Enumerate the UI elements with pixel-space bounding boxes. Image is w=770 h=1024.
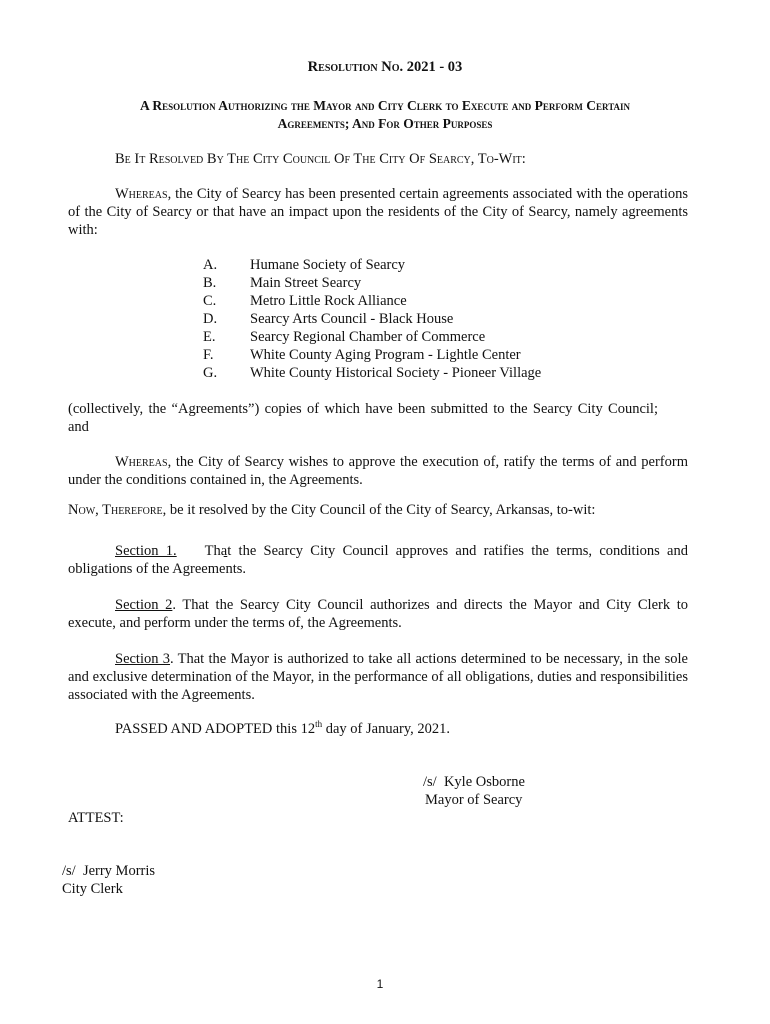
page-number: 1 (376, 977, 384, 991)
whereas-lead-2: Whereas (115, 454, 168, 470)
mayor-signature: /s/ Kyle Osborne (423, 774, 525, 790)
resolution-subtitle-line1: A Resolution Authorizing the Mayor and City Clerk to Execute and Perform Certain (139, 98, 631, 113)
mayor-title: Mayor of Searcy (425, 792, 523, 808)
list-item: C. Metro Little Rock Alliance (203, 293, 407, 309)
section-2-label: Section 2 (115, 597, 173, 613)
list-item: A. Humane Society of Searcy (203, 257, 406, 273)
whereas-paragraph-1 (68, 185, 688, 239)
passed-adopted-line: PASSED AND ADOPTED this 12th day of January, 2021. (115, 719, 451, 737)
list-item: F. White County Aging Program - Lightle Center (203, 347, 521, 363)
now-therefore-lead: Now, Therefore (68, 502, 163, 518)
section-3-paragraph (68, 650, 688, 704)
section-3-text: . That the Mayor is authorized to take all actions determined to be necessary, in the sole and exclusive determination of the Mayor, in the performance of all obligations, duties and responsibilities associated with the Agreements. (68, 651, 688, 703)
now-therefore-text: , be it resolved by the City Council of the City of Searcy, Arkansas, to-wit: (162, 502, 596, 518)
list-item: G. White County Historical Society - Pioneer Village (203, 365, 542, 381)
collectively-paragraph: (collectively, the “Agreements”) copies of which have been submitted to the Searcy City Council; and (68, 401, 658, 435)
section-1-text: That the Searcy City Council approves and ratifies the terms, conditions and obligations of the Agreements. (68, 543, 688, 577)
clerk-signature: /s/ Jerry Morris (62, 863, 156, 879)
resolution-subtitle-line2: Agreements; And For Other Purposes (277, 116, 493, 131)
whereas-lead-1: Whereas (115, 186, 168, 202)
list-item: D. Searcy Arts Council - Black House (203, 311, 454, 327)
now-therefore-paragraph (68, 501, 688, 519)
section-2-paragraph (68, 596, 688, 632)
section-2-text: . That the Searcy City Council authorizes and directs the Mayor and City Clerk to execute, and perform under the terms of, the Agreements. (68, 597, 688, 631)
section-1-label: Section 1. (115, 543, 177, 559)
preamble: Be It Resolved By The City Council Of The City Of Searcy, To-Wit: (115, 151, 526, 167)
clerk-title: City Clerk (62, 881, 123, 897)
list-item: B. Main Street Searcy (203, 275, 362, 291)
section-3-label: Section 3 (115, 651, 171, 667)
section-1-paragraph (68, 542, 688, 578)
attest-label: ATTEST: (68, 810, 124, 826)
list-item: E. Searcy Regional Chamber of Commerce (203, 329, 486, 345)
whereas-text-2: , the City of Searcy wishes to approve the execution of, ratify the terms of and perform under the conditions contained in, the Agreements. (68, 454, 688, 488)
whereas-paragraph-2 (68, 453, 688, 489)
resolution-title: Resolution No. 2021 - 03 (307, 59, 463, 75)
whereas-text-1: , the City of Searcy has been presented certain agreements associated with the operations of the City of Searcy or that have an impact upon the residents of the City of Searcy, namely agreements with: (68, 186, 688, 238)
